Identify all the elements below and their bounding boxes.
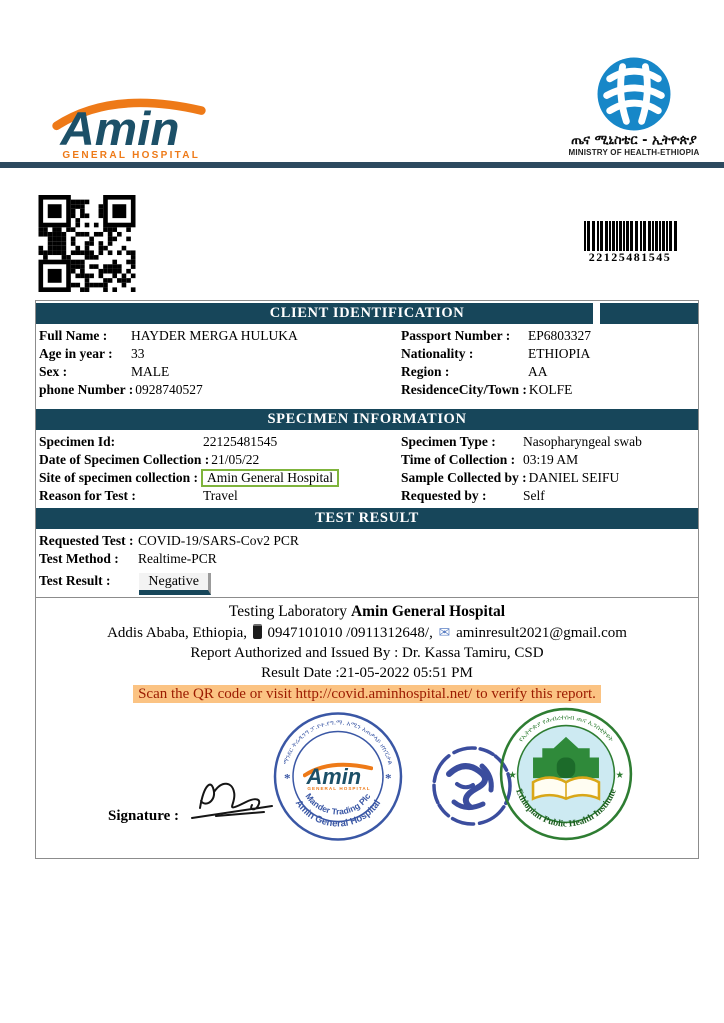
testing-laboratory-prefix: Testing Laboratory — [228, 603, 351, 620]
client-identification-section — [36, 324, 698, 402]
field-value: Travel — [203, 488, 238, 503]
field-row — [367, 345, 698, 363]
test-result-label: Test Result : — [39, 573, 111, 588]
field-row — [36, 487, 367, 505]
field-label: Nationality : — [401, 346, 474, 361]
field-value: KOLFE — [528, 382, 573, 397]
amin-stamp-line1: Mander Trading Plc — [303, 791, 373, 817]
specimen-left-column — [36, 433, 367, 505]
field-label: Age in year : — [39, 346, 113, 361]
moh-english-title: MINISTRY OF HEALTH-ETHIOPIA — [568, 148, 700, 158]
header-divider — [0, 162, 724, 168]
svg-text:ማንደር ትሬዲንግ ፓ.የተ.የግ.ማ. አሚን አጠቃላ — [281, 718, 394, 765]
ministry-of-health-logo — [556, 56, 712, 157]
client-left-column — [36, 327, 367, 399]
amin-stamp-line2: Amin General Hospital — [292, 798, 384, 830]
field-row — [367, 381, 698, 399]
phone-icon — [253, 624, 262, 639]
field-label: Sample Collected by : — [401, 470, 527, 485]
ephi-stamp-amharic: የኢትዮጵያ የሕብረተሰብ ጤና ኢንስቲትዩት — [516, 713, 616, 744]
field-value: Nasopharyngeal swab — [523, 434, 642, 449]
specimen-information-section — [36, 430, 698, 508]
field-value: ETHIOPIA — [528, 346, 591, 361]
field-label: Time of Collection : — [401, 452, 516, 467]
lab-email: aminresult2021@gmail.com — [456, 625, 627, 641]
field-value: MALE — [131, 364, 170, 379]
lab-address-line — [36, 624, 698, 642]
field-row — [367, 363, 698, 381]
field-label: Region : — [401, 364, 450, 379]
amin-stamp-amharic: ማንደር ትሬዲንግ ፓ.የተ.የግ.ማ. አሚን አጠቃላይ ሆስፒታል — [281, 718, 395, 766]
signature-label: Signature : — [108, 808, 179, 824]
field-label: Date of Specimen Collection : — [39, 452, 210, 467]
field-row — [367, 433, 698, 451]
field-row — [36, 327, 367, 345]
test-result-row — [36, 573, 698, 597]
field-row — [36, 550, 698, 568]
field-label: Requested by : — [401, 488, 487, 503]
moh-amharic-title: ጤና ሚኒስቴር - ኢትዮጵያ — [571, 133, 697, 148]
barcode-bars — [562, 221, 698, 251]
field-value: 22125481545 — [203, 434, 278, 449]
field-value: AA — [528, 364, 548, 379]
report-table — [35, 300, 699, 859]
section-header-client-identification — [36, 303, 698, 324]
signature-scrawl — [186, 772, 304, 828]
barcode — [562, 221, 698, 264]
test-result-rows — [36, 529, 698, 571]
bar — [674, 221, 677, 251]
field-label: Specimen Type : — [401, 434, 496, 449]
field-label: Site of specimen collection : — [39, 470, 198, 485]
testing-laboratory-line — [36, 603, 698, 621]
specimen-right-column — [367, 433, 698, 505]
field-row — [367, 451, 698, 469]
field-row — [36, 363, 367, 381]
section-title: CLIENT IDENTIFICATION — [269, 305, 465, 321]
field-label: Passport Number : — [401, 328, 511, 343]
client-right-column — [367, 327, 698, 399]
result-date-line: Result Date :21-05-2022 05:51 PM — [261, 665, 473, 681]
section-header-specimen-information — [36, 409, 698, 430]
report-authorized-line: Report Authorized and Issued By : Dr. Kassa Tamiru, CSD — [190, 645, 544, 661]
field-row — [367, 327, 698, 345]
amin-stamp-star-left: * — [284, 770, 291, 786]
field-label: Specimen Id: — [39, 434, 116, 449]
field-label: ResidenceCity/Town : — [401, 382, 527, 397]
field-label: Full Name : — [39, 328, 108, 343]
field-row — [36, 433, 367, 451]
field-label: Requested Test : — [39, 533, 134, 548]
section-title: TEST RESULT — [315, 510, 419, 526]
ephi-star-right: ★ — [615, 771, 624, 782]
amin-hospital-logo — [50, 82, 208, 162]
field-label: phone Number : — [39, 382, 134, 397]
field-row — [36, 381, 367, 399]
field-value: 33 — [131, 346, 145, 361]
field-value: 0928740527 — [135, 382, 203, 397]
qr-code — [37, 195, 137, 292]
amin-stamp-star-right: * — [385, 770, 392, 786]
field-label: Reason for Test : — [39, 488, 136, 503]
field-value: EP6803327 — [528, 328, 592, 343]
email-icon: ✉ — [438, 625, 451, 641]
moh-emblem-icon — [596, 56, 672, 132]
field-row — [36, 345, 367, 363]
field-label: Test Method : — [39, 551, 119, 566]
ephi-stamp-title: Ethiopian Public Health Institute — [513, 787, 619, 830]
field-value: DANIEL SEIFU — [528, 470, 620, 485]
section-title: SPECIMEN INFORMATION — [267, 411, 467, 427]
field-row — [367, 469, 698, 487]
verify-notice: Scan the QR code or visit http://covid.aminhospital.net/ to verify this report. — [133, 685, 601, 703]
field-value: Self — [523, 488, 545, 503]
lab-phones: 0947101010 /0911312648/, — [267, 625, 437, 641]
lab-address: Addis Ababa, Ethiopia, — [107, 625, 251, 641]
field-row — [36, 451, 367, 469]
field-value: HAYDER MERGA HULUKA — [131, 328, 298, 343]
field-value: Amin General Hospital — [201, 469, 339, 487]
field-value: 03:19 AM — [523, 452, 579, 467]
lab-footer — [36, 597, 698, 858]
field-value: 21/05/22 — [211, 452, 260, 467]
field-value: Realtime-PCR — [138, 551, 217, 566]
testing-laboratory-name: Amin General Hospital — [350, 603, 506, 620]
verify-notice-line — [36, 685, 698, 703]
field-label: Sex : — [39, 364, 68, 379]
section-header-test-result — [36, 508, 698, 529]
ephi-stamp — [498, 704, 634, 844]
field-value: COVID-19/SARS-Cov2 PCR — [138, 533, 299, 548]
barcode-number: 22125481545 — [588, 250, 672, 264]
test-result-value: Negative — [139, 573, 211, 595]
field-row — [36, 532, 698, 550]
field-row — [36, 469, 367, 487]
ephi-star-left: ★ — [508, 771, 517, 782]
field-row — [367, 487, 698, 505]
